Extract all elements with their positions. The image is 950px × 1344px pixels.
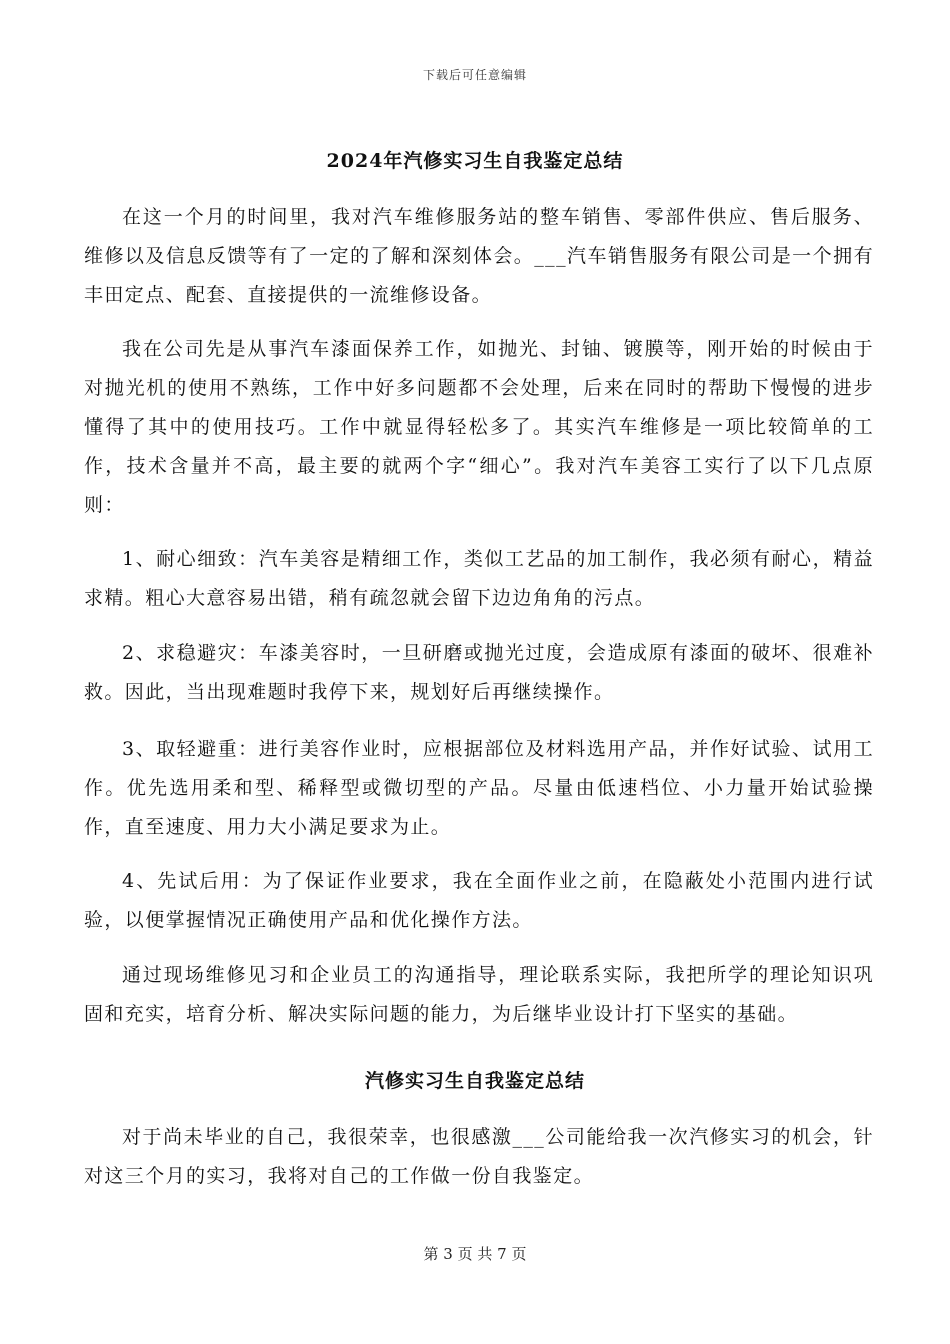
paragraph-work-experience: 我在公司先是从事汽车漆面保养工作，如抛光、封铀、镀膜等，刚开始的时候由于对抛光机的使用不熟练，工作中好多问题都不会处理，后来在同时的帮助下慢慢的进步懂得了其中的使用技巧。工作中就显得轻松多了。其实汽车维修是一项比较简单的工作，技术含量并不高，最主要的就两个字“细心”。我对汽车美容工实行了以下几点原则：: [84, 338, 874, 516]
page-number: 第 3 页 共 7 页: [423, 1245, 527, 1263]
paragraph-conclusion: 通过现场维修见习和企业员工的沟通指导，理论联系实际，我把所学的理论知识巩固和充实，培育分析、解决实际问题的能力，为后继毕业设计打下坚实的基础。: [84, 964, 874, 1025]
paragraph-principle-2: 2、求稳避灾：车漆美容时，一旦研磨或抛光过度，会造成原有漆面的破坏、很难补救。因此，当出现难题时我停下来，规划好后再继续操作。: [84, 642, 874, 703]
paragraph-principle-4: 4、先试后用：为了保证作业要求，我在全面作业之前，在隐蔽处小范围内进行试验，以便掌握情况正确使用产品和优化操作方法。: [84, 870, 874, 931]
document-title: 2024年汽修实习生自我鉴定总结: [326, 150, 624, 172]
paragraph-section2-intro: 对于尚未毕业的自己，我很荣幸，也很感激___公司能给我一次汽修实习的机会，针对这三个月的实习，我将对自己的工作做一份自我鉴定。: [84, 1126, 874, 1187]
paragraph-principle-1: 1、耐心细致：汽车美容是精细工作，类似工艺品的加工制作，我必须有耐心，精益求精。粗心大意容易出错，稍有疏忽就会留下边边角角的污点。: [84, 548, 874, 609]
paragraph-principle-3: 3、取轻避重：进行美容作业时，应根据部位及材料选用产品，并作好试验、试用工作。优先选用柔和型、稀释型或微切型的产品。尽量由低速档位、小力量开始试验操作，直至速度、用力大小满足要求为止。: [84, 738, 874, 838]
paragraph-intro: 在这一个月的时间里，我对汽车维修服务站的整车销售、零部件供应、售后服务、维修以及信息反馈等有了一定的了解和深刻体会。___汽车销售服务有限公司是一个拥有丰田定点、配套、直接提供的一流维修设备。: [84, 206, 874, 306]
header-note: 下载后可任意编辑: [422, 68, 527, 82]
section-title: 汽修实习生自我鉴定总结: [364, 1070, 585, 1092]
